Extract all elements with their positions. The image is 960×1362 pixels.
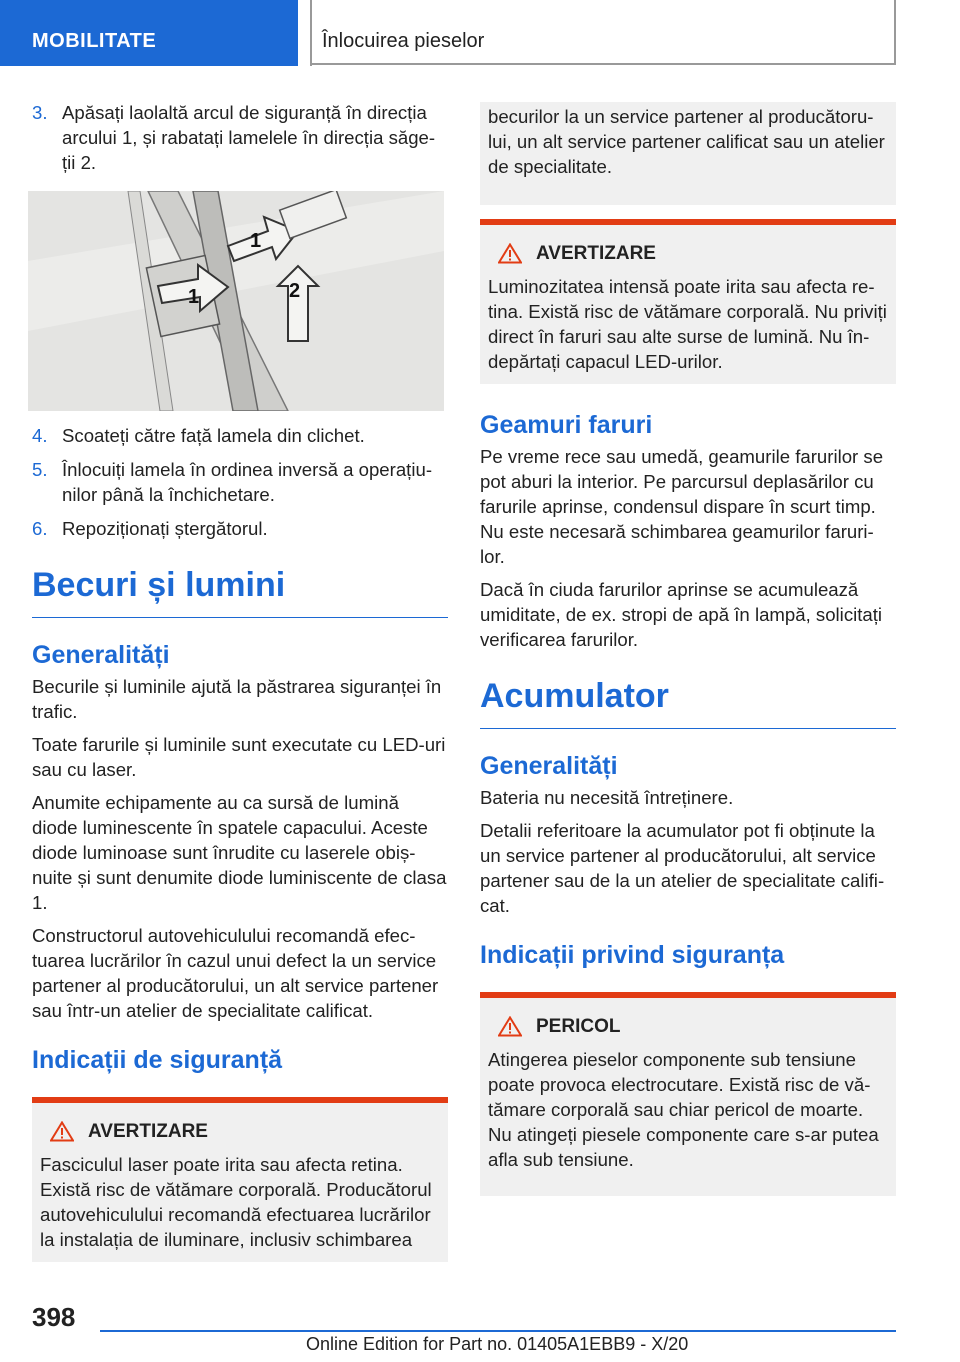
callout-2: 2 (289, 280, 301, 302)
warning-header (40, 1119, 440, 1144)
wiper-blade-illustration (28, 191, 444, 411)
warning-header (488, 241, 888, 266)
step-number: 4. (32, 425, 48, 446)
warning-text: becurilor la un service partener al producătoru-lui, un alt service partener calificat sau un atelier de specialitate. (488, 106, 885, 177)
header-divider-right (894, 0, 896, 65)
heading-geamuri-faruri: Geamuri faruri (480, 411, 653, 439)
warning-box (32, 1097, 448, 1262)
warning-text: Luminozitatea intensă poate irita sau afecta re-tina. Există risc de vătămare corporală. Nu priviți direct în faruri sau alte surse de lumină. Nu în-depărtați capacul LED-urilor. (488, 276, 887, 372)
paragraph: Anumite echipamente au ca sursă de lumină diode luminescente în spatele capacului. Aceste diode luminoase sunt înrudite cu laserele obiș-nuite și sunt denumite diode luminiscente de clasa 1. (32, 792, 447, 913)
heading-generalitati: Generalități (480, 752, 618, 780)
danger-box (480, 992, 896, 1196)
paragraph: Becurile și luminile ajută la păstrarea siguranței în trafic. (32, 676, 442, 722)
page-header (0, 0, 960, 66)
warning-text: Fasciculul laser poate irita sau afecta retina. Există risc de vătămare corporală. Producătorul autovehiculului recomandă efectuarea lucrărilor la instalația de iluminare, inclusiv schimbarea (40, 1154, 432, 1250)
right-column (480, 100, 896, 1196)
heading-generalitati: Generalități (32, 641, 170, 669)
warning-triangle-icon (498, 1016, 522, 1037)
step-text: Scoateți către față lamela din clichet. (62, 425, 365, 446)
header-divider (310, 0, 312, 66)
paragraph: Detalii referitoare la acumulator pot fi obținute la un service partener al producătorului, alt service partener sau de la un atelier de specialitate califi-cat. (480, 820, 885, 916)
edition-note: Online Edition for Part no. 01405A1EBB9 - X/20 (306, 1334, 689, 1354)
paragraph: Dacă în ciuda farurilor aprinse se acumulează umiditate, de ex. stropi de apă în lampă, solicitați verificarea farurilor. (480, 579, 883, 650)
heading-indicatii-de-siguranta: Indicații de siguranță (32, 1046, 283, 1074)
danger-header (488, 1014, 888, 1039)
wiper-illustration-graphic (28, 191, 444, 411)
step-number: 6. (32, 518, 48, 539)
paragraph: Constructorul autovehiculului recomandă efec-tuarea lucrărilor în cazul unui defect la un service partener al producătorului, un alt service partener sau într-un atelier de specialitate calificat. (32, 925, 439, 1021)
warning-title: AVERTIZARE (88, 1121, 208, 1142)
step-5 (32, 457, 448, 507)
paragraph: Pe vreme rece sau umedă, geamurile farurilor se pot aburi la interior. Pe parcursul deplasărilor cu farurile aprinse, condensul dispare în scurt timp. Nu este necesară schimbarea geamurilor faruri-lor. (480, 446, 884, 567)
callout-1a: 1 (188, 286, 200, 308)
callout-1b: 1 (250, 230, 262, 252)
header-underline (310, 63, 896, 65)
heading-acumulator: Acumulator (480, 676, 896, 729)
warning-triangle-icon (50, 1121, 74, 1142)
step-text: Apăsați laolaltă arcul de siguranță în direcția arcului 1, și rabatați lamelele în direcția săge-ții 2. (62, 102, 436, 173)
heading-becuri-si-lumini: Becuri și lumini (32, 565, 448, 618)
step-number: 5. (32, 459, 48, 480)
step-text: Înlocuiți lamela în ordinea inversă a operațiu-nilor până la închichetare. (62, 459, 433, 505)
heading-indicatii-privind-siguranta: Indicații privind siguranța (480, 941, 785, 969)
section-tab: MOBILITATE (0, 0, 298, 66)
warning-box-continued (480, 102, 896, 205)
step-6 (32, 516, 448, 541)
step-number: 3. (32, 102, 48, 123)
header-title: Înlocuirea pieselor (322, 30, 485, 52)
left-column (32, 100, 448, 1262)
page-number: 398 (32, 1302, 76, 1332)
danger-text: Atingerea pieselor componente sub tensiune poate provoca electrocutare. Există risc de vă-tămare corporală sau chiar pericol de moarte. Nu atingeți piesele componente care s-ar putea afla sub tensiune. (488, 1049, 879, 1170)
step-text: Repoziționați ștergătorul. (62, 518, 268, 539)
danger-title: PERICOL (536, 1016, 621, 1037)
paragraph: Bateria nu necesită întreținere. (480, 787, 734, 808)
paragraph: Toate farurile și luminile sunt executate cu LED-uri sau cu laser. (32, 734, 446, 780)
step-4 (32, 423, 448, 448)
step-3 (32, 100, 448, 175)
warning-box (480, 219, 896, 384)
warning-title: AVERTIZARE (536, 243, 656, 264)
warning-triangle-icon (498, 243, 522, 264)
footer-rule (100, 1330, 896, 1332)
